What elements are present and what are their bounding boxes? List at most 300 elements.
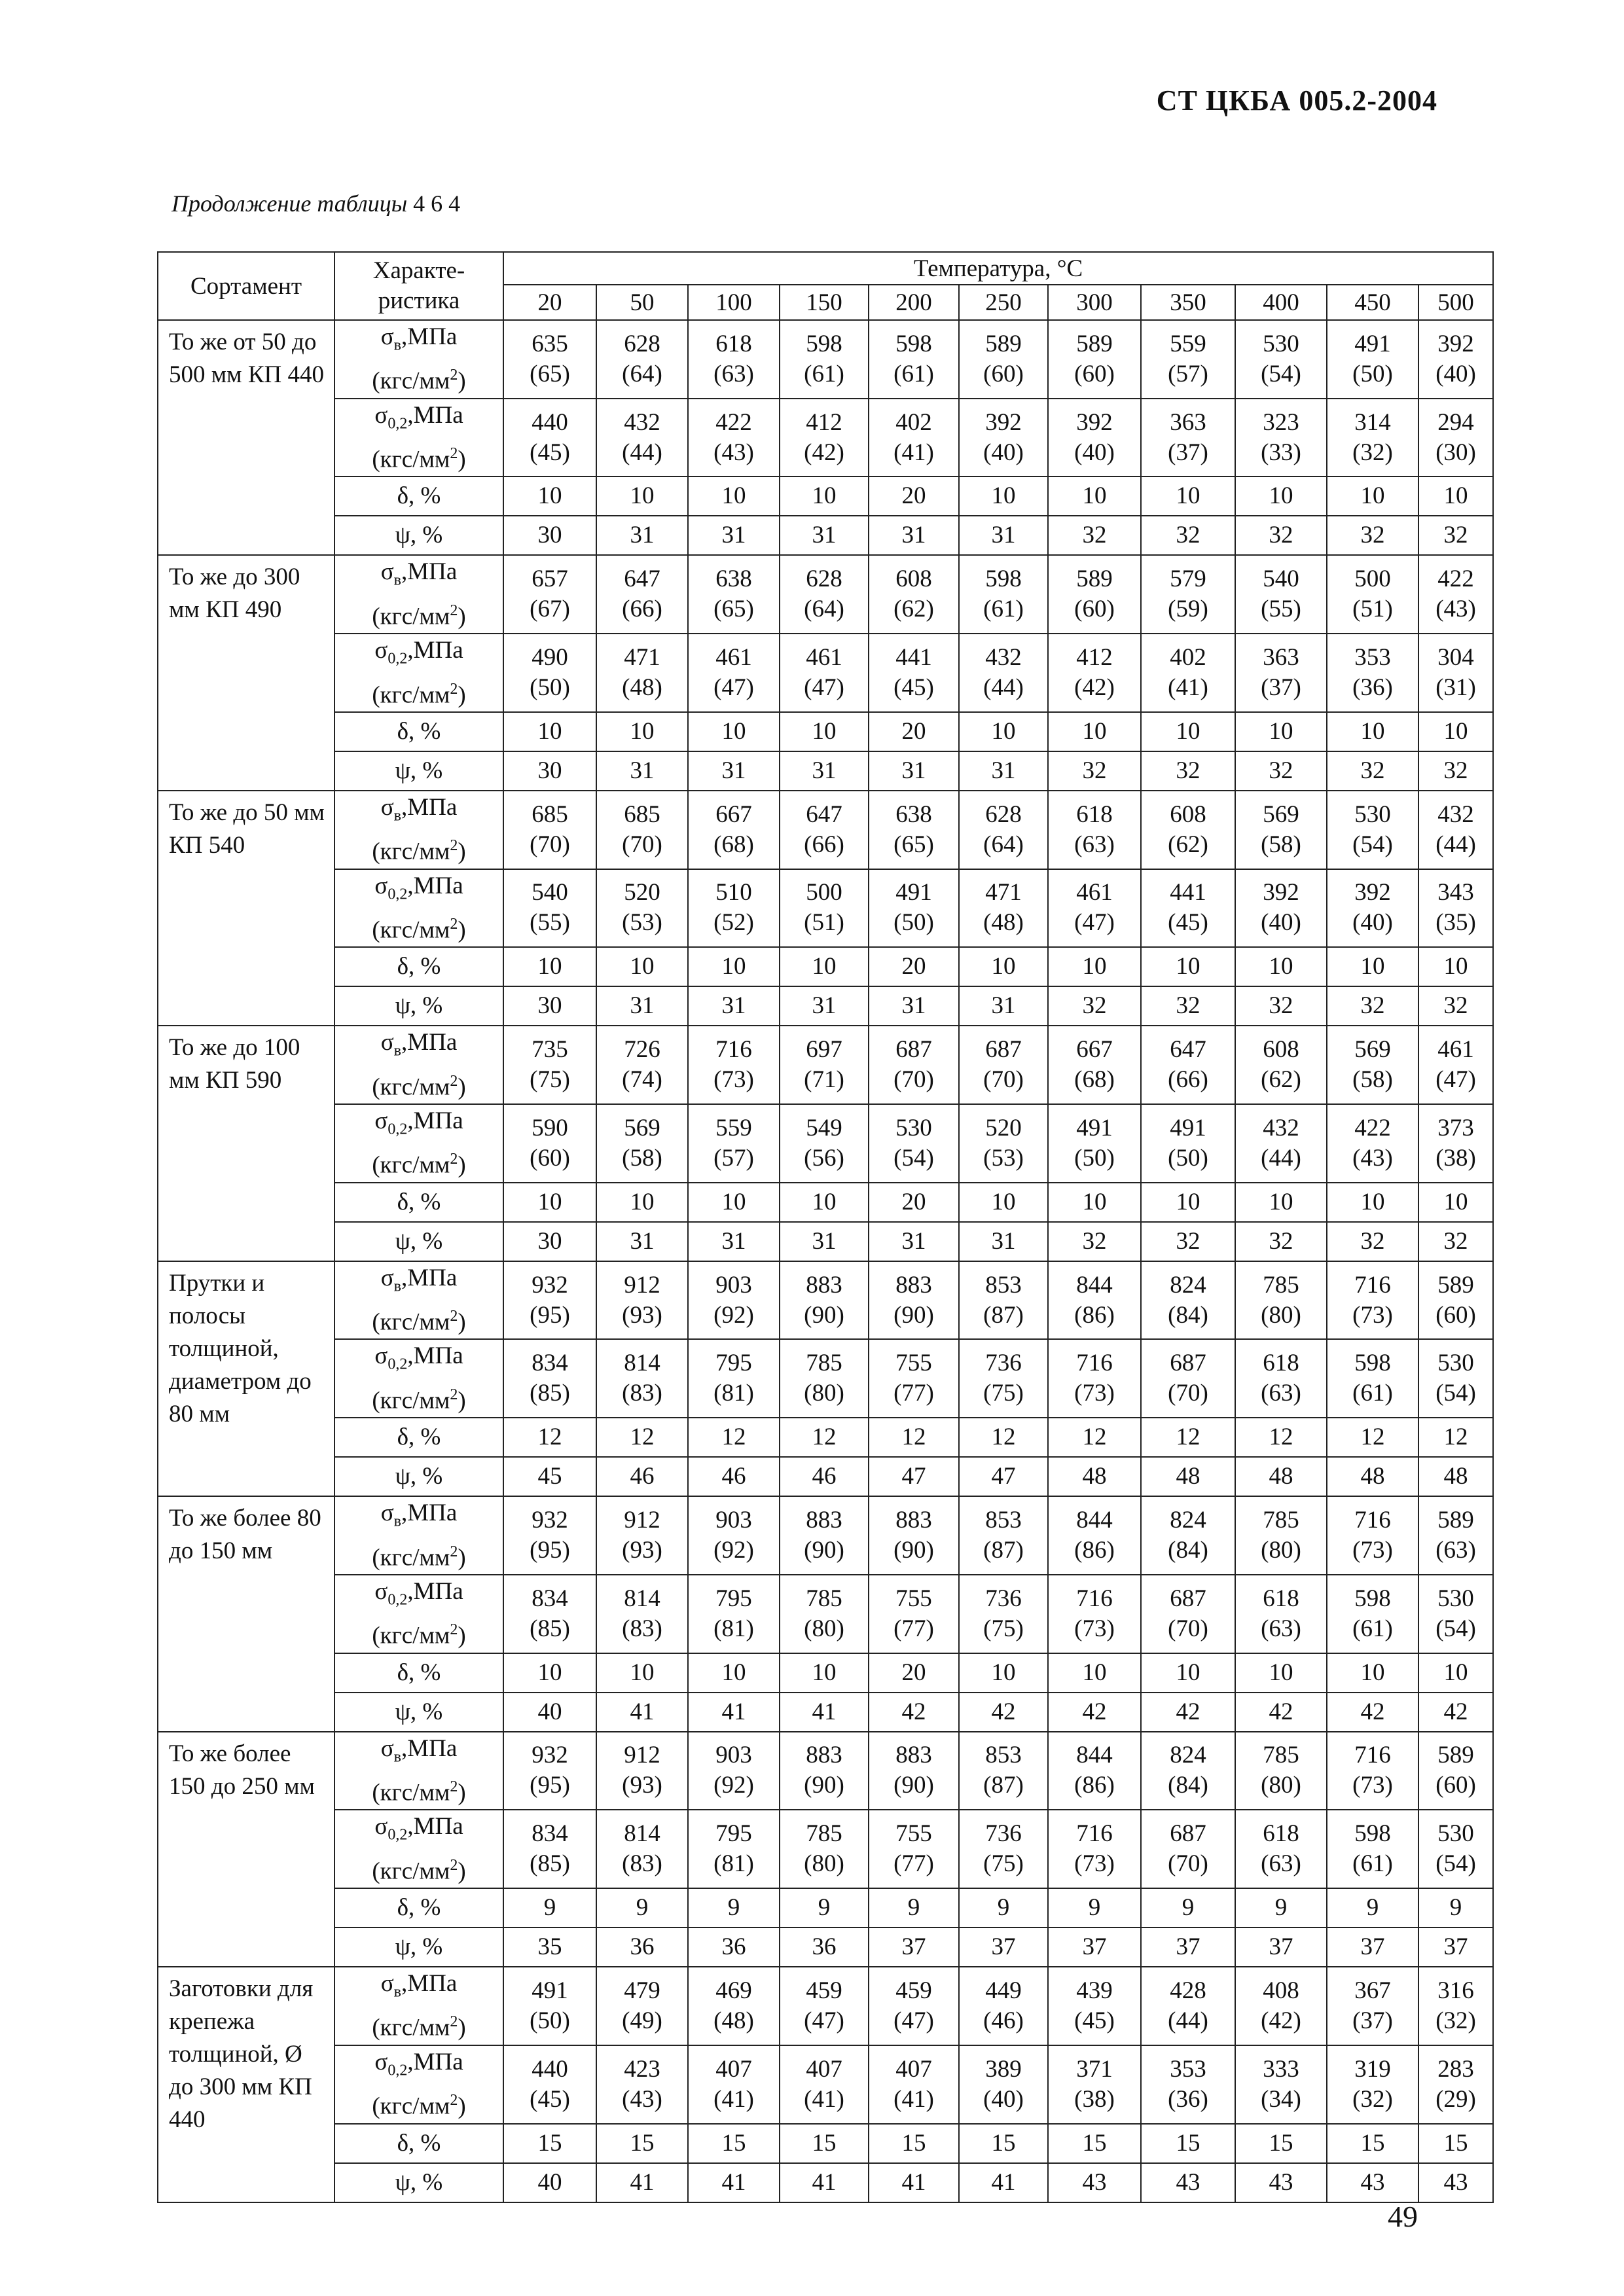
value-kgf: (86) xyxy=(1074,1301,1115,1329)
char-reduction-of-area: ψ, % xyxy=(334,1222,503,1261)
value-cell xyxy=(596,869,688,948)
value-cell xyxy=(1327,869,1418,948)
value-kgf: (40) xyxy=(1435,360,1476,387)
value-kgf: (62) xyxy=(1261,1066,1301,1094)
value-cell: 43 xyxy=(1235,2163,1327,2202)
value-kgf: (43) xyxy=(713,439,754,466)
value-mpa: 883 xyxy=(806,1271,842,1299)
value-kgf: (45) xyxy=(530,2085,570,2113)
sortament-cell: То же до 50 мм КП 540 xyxy=(158,791,334,1026)
value-cell xyxy=(780,1026,869,1104)
value-cell: 20 xyxy=(869,1183,959,1222)
value-cell: 31 xyxy=(869,516,959,555)
value-cell: 10 xyxy=(1048,712,1141,751)
value-cell xyxy=(869,1496,959,1575)
value-cell: 10 xyxy=(1048,476,1141,516)
unit-kgf-sup: 2 xyxy=(450,2092,458,2109)
value-kgf: (75) xyxy=(983,1615,1024,1642)
char-elongation: δ, % xyxy=(334,712,503,751)
value-cell xyxy=(780,320,869,399)
value-cell: 48 xyxy=(1141,1457,1235,1496)
value-cell: 10 xyxy=(1327,476,1418,516)
value-cell xyxy=(1141,791,1235,869)
value-mpa: 903 xyxy=(715,1507,752,1534)
value-cell: 10 xyxy=(1235,1653,1327,1693)
value-cell xyxy=(503,1261,596,1340)
value-cell xyxy=(869,1967,959,2045)
char-elongation: δ, % xyxy=(334,1653,503,1693)
sigma-symbol: σ xyxy=(374,1107,388,1135)
value-mpa: 589 xyxy=(1437,1742,1474,1769)
value-mpa: 461 xyxy=(715,644,752,672)
table-row xyxy=(158,1810,1493,1888)
value-cell: 41 xyxy=(596,1693,688,1732)
value-cell: 32 xyxy=(1327,516,1418,555)
value-cell xyxy=(1235,791,1327,869)
value-mpa: 353 xyxy=(1170,2055,1206,2083)
value-kgf: (73) xyxy=(1352,1772,1393,1799)
table-row xyxy=(158,791,1493,869)
value-kgf: (34) xyxy=(1261,2085,1301,2113)
value-mpa: 795 xyxy=(715,1820,752,1848)
value-cell xyxy=(1141,1339,1235,1418)
table-row xyxy=(158,869,1493,948)
value-cell: 10 xyxy=(503,947,596,986)
unit-kgf-pre: (кгс/мм xyxy=(372,1543,450,1571)
value-kgf: (61) xyxy=(1352,1850,1393,1878)
value-cell xyxy=(869,1732,959,1810)
value-cell: 10 xyxy=(503,476,596,516)
value-mpa: 932 xyxy=(532,1742,568,1769)
value-mpa: 449 xyxy=(985,1977,1022,2004)
value-mpa: 408 xyxy=(1263,1977,1299,2004)
value-kgf: (40) xyxy=(1261,909,1301,937)
value-mpa: 755 xyxy=(895,1820,932,1848)
table-row xyxy=(158,1928,1493,1967)
value-cell: 10 xyxy=(688,947,780,986)
value-kgf: (60) xyxy=(983,360,1024,387)
value-mpa: 590 xyxy=(532,1114,568,1141)
value-mpa: 407 xyxy=(895,2055,932,2083)
sigma-subscript: в xyxy=(393,1748,401,1766)
value-mpa: 618 xyxy=(1263,1350,1299,1377)
value-mpa: 628 xyxy=(985,800,1022,828)
value-cell xyxy=(503,1026,596,1104)
value-kgf: (37) xyxy=(1261,674,1301,702)
sigma-symbol: σ xyxy=(380,1970,394,1998)
value-kgf: (43) xyxy=(1352,1144,1393,1172)
unit-mpa: ,МПа xyxy=(401,1734,458,1762)
value-kgf: (44) xyxy=(1168,2007,1208,2034)
sigma-subscript: в xyxy=(393,1513,401,1530)
value-mpa: 657 xyxy=(532,565,568,593)
value-cell: 37 xyxy=(1418,1928,1493,1967)
value-kgf: (47) xyxy=(804,2007,844,2034)
value-mpa: 685 xyxy=(532,800,568,828)
value-cell: 31 xyxy=(688,751,780,791)
value-cell xyxy=(1141,1967,1235,2045)
value-cell: 42 xyxy=(869,1693,959,1732)
value-cell xyxy=(959,1026,1048,1104)
table-row xyxy=(158,2163,1493,2202)
unit-mpa: ,МПа xyxy=(407,1107,463,1135)
table-row xyxy=(158,516,1493,555)
value-kgf: (63) xyxy=(1261,1615,1301,1642)
value-cell xyxy=(503,791,596,869)
unit-kgf-pre: (кгс/мм xyxy=(372,2092,450,2120)
value-cell xyxy=(780,555,869,634)
value-mpa: 608 xyxy=(895,565,932,593)
table-row xyxy=(158,1693,1493,1732)
value-cell xyxy=(503,1496,596,1575)
sortament-cell: То же более 80 до 150 мм xyxy=(158,1496,334,1731)
value-mpa: 638 xyxy=(895,800,932,828)
value-cell: 32 xyxy=(1235,751,1327,791)
sigma-symbol: σ xyxy=(374,1577,388,1605)
value-cell xyxy=(1235,1104,1327,1183)
value-cell xyxy=(596,1339,688,1418)
value-cell: 15 xyxy=(1418,2124,1493,2163)
value-cell xyxy=(959,1104,1048,1183)
value-cell: 10 xyxy=(1418,476,1493,516)
value-cell xyxy=(503,634,596,712)
value-kgf: (54) xyxy=(1435,1380,1476,1407)
sigma-subscript: 0,2 xyxy=(388,1355,408,1373)
unit-kgf-pre: (кгс/мм xyxy=(372,916,450,944)
value-cell xyxy=(1048,2045,1141,2124)
value-cell xyxy=(596,634,688,712)
value-cell: 10 xyxy=(1235,712,1327,751)
table-row xyxy=(158,399,1493,477)
value-cell: 48 xyxy=(1418,1457,1493,1496)
char-tensile-strength xyxy=(334,1026,503,1104)
value-cell: 32 xyxy=(1048,1222,1141,1261)
unit-kgf-post: ) xyxy=(458,603,466,630)
value-cell xyxy=(1141,634,1235,712)
value-mpa: 371 xyxy=(1076,2055,1113,2083)
value-cell xyxy=(959,555,1048,634)
value-cell: 31 xyxy=(688,1222,780,1261)
table-row xyxy=(158,1261,1493,1340)
value-mpa: 647 xyxy=(624,565,660,593)
char-elongation: δ, % xyxy=(334,1888,503,1928)
value-cell xyxy=(1048,1339,1141,1418)
value-cell: 12 xyxy=(869,1418,959,1457)
value-mpa: 687 xyxy=(895,1036,932,1064)
value-kgf: (50) xyxy=(893,909,934,937)
value-mpa: 618 xyxy=(1263,1585,1299,1612)
value-cell: 36 xyxy=(688,1928,780,1967)
value-cell: 46 xyxy=(688,1457,780,1496)
value-cell: 32 xyxy=(1141,986,1235,1026)
value-cell: 10 xyxy=(688,1183,780,1222)
value-cell: 41 xyxy=(959,2163,1048,2202)
value-mpa: 353 xyxy=(1354,644,1391,672)
value-mpa: 500 xyxy=(806,879,842,906)
value-mpa: 785 xyxy=(806,1820,842,1848)
value-cell xyxy=(780,1496,869,1575)
sigma-subscript: 0,2 xyxy=(388,885,408,903)
value-cell xyxy=(1235,1967,1327,2045)
value-kgf: (90) xyxy=(893,1772,934,1799)
value-cell xyxy=(1418,399,1493,477)
value-mpa: 598 xyxy=(1354,1820,1391,1848)
value-cell xyxy=(596,1496,688,1575)
value-cell: 10 xyxy=(596,712,688,751)
value-kgf: (90) xyxy=(893,1301,934,1329)
value-cell xyxy=(1418,1261,1493,1340)
value-cell xyxy=(1235,1261,1327,1340)
value-cell: 9 xyxy=(503,1888,596,1928)
value-mpa: 647 xyxy=(806,800,842,828)
value-mpa: 469 xyxy=(715,1977,752,2004)
caption-number: 4 6 4 xyxy=(413,190,461,217)
value-kgf: (63) xyxy=(1074,831,1115,858)
char-tensile-strength xyxy=(334,555,503,634)
value-cell: 9 xyxy=(688,1888,780,1928)
value-cell: 30 xyxy=(503,751,596,791)
value-mpa: 598 xyxy=(806,330,842,357)
value-cell: 10 xyxy=(1327,1183,1418,1222)
unit-kgf-sup: 2 xyxy=(450,1543,458,1560)
value-cell: 46 xyxy=(596,1457,688,1496)
value-cell: 37 xyxy=(1141,1928,1235,1967)
value-kgf: (85) xyxy=(530,1850,570,1878)
unit-kgf-post: ) xyxy=(458,1073,466,1101)
value-cell: 37 xyxy=(1327,1928,1418,1967)
unit-kgf-pre: (кгс/мм xyxy=(372,603,450,630)
value-kgf: (60) xyxy=(1074,596,1115,623)
value-kgf: (61) xyxy=(983,596,1024,623)
value-mpa: 618 xyxy=(715,330,752,357)
value-kgf: (92) xyxy=(713,1772,754,1799)
value-cell: 9 xyxy=(1327,1888,1418,1928)
sigma-subscript: 0,2 xyxy=(388,1591,408,1609)
value-mpa: 363 xyxy=(1170,408,1206,436)
sortament-cell: То же более 150 до 250 мм xyxy=(158,1732,334,1967)
value-cell: 43 xyxy=(1048,2163,1141,2202)
value-cell: 32 xyxy=(1327,1222,1418,1261)
value-mpa: 540 xyxy=(532,879,568,906)
table-row xyxy=(158,1732,1493,1810)
value-mpa: 432 xyxy=(1437,800,1474,828)
value-cell xyxy=(596,1104,688,1183)
value-mpa: 814 xyxy=(624,1585,660,1612)
value-mpa: 520 xyxy=(624,879,660,906)
value-mpa: 530 xyxy=(895,1114,932,1141)
value-cell xyxy=(1418,1967,1493,2045)
unit-kgf-sup: 2 xyxy=(450,680,458,698)
value-cell xyxy=(869,399,959,477)
value-mpa: 294 xyxy=(1437,408,1474,436)
value-kgf: (63) xyxy=(1261,1380,1301,1407)
value-cell xyxy=(1048,555,1141,634)
value-kgf: (41) xyxy=(893,2085,934,2113)
value-kgf: (65) xyxy=(530,360,570,387)
value-mpa: 490 xyxy=(532,644,568,672)
value-kgf: (90) xyxy=(804,1301,844,1329)
value-mpa: 432 xyxy=(1263,1114,1299,1141)
value-cell: 32 xyxy=(1235,516,1327,555)
value-mpa: 883 xyxy=(895,1742,932,1769)
value-cell: 10 xyxy=(1235,947,1327,986)
value-cell xyxy=(869,1104,959,1183)
value-kgf: (54) xyxy=(1435,1615,1476,1642)
value-mpa: 795 xyxy=(715,1350,752,1377)
value-mpa: 333 xyxy=(1263,2055,1299,2083)
temperature-header-cell: 500 xyxy=(1418,285,1493,320)
value-mpa: 530 xyxy=(1354,800,1391,828)
sigma-symbol: σ xyxy=(380,1264,394,1291)
value-kgf: (42) xyxy=(1074,674,1115,702)
value-mpa: 735 xyxy=(532,1036,568,1064)
char-yield-strength xyxy=(334,2045,503,2124)
value-kgf: (35) xyxy=(1435,909,1476,937)
unit-kgf-sup: 2 xyxy=(450,1778,458,1796)
value-cell xyxy=(688,1732,780,1810)
value-cell: 10 xyxy=(503,1653,596,1693)
unit-kgf-post: ) xyxy=(458,1857,466,1885)
value-mpa: 569 xyxy=(1263,800,1299,828)
value-cell xyxy=(1141,869,1235,948)
value-cell: 9 xyxy=(959,1888,1048,1928)
value-mpa: 736 xyxy=(985,1585,1022,1612)
value-mpa: 392 xyxy=(1263,879,1299,906)
value-cell xyxy=(1418,320,1493,399)
value-cell xyxy=(596,399,688,477)
value-mpa: 912 xyxy=(624,1742,660,1769)
value-mpa: 834 xyxy=(532,1820,568,1848)
value-cell xyxy=(1235,634,1327,712)
value-cell xyxy=(1327,1026,1418,1104)
value-cell xyxy=(596,1026,688,1104)
value-kgf: (73) xyxy=(1352,1301,1393,1329)
value-mpa: 479 xyxy=(624,1977,660,2004)
temperature-header-cell: 400 xyxy=(1235,285,1327,320)
value-cell xyxy=(869,555,959,634)
value-cell xyxy=(1327,1810,1418,1888)
value-mpa: 422 xyxy=(1354,1114,1391,1141)
value-kgf: (73) xyxy=(1074,1380,1115,1407)
char-elongation: δ, % xyxy=(334,1418,503,1457)
value-mpa: 367 xyxy=(1354,1977,1391,2004)
char-reduction-of-area: ψ, % xyxy=(334,1457,503,1496)
value-mpa: 795 xyxy=(715,1585,752,1612)
unit-mpa: ,МПа xyxy=(401,1970,458,1998)
table-row xyxy=(158,1418,1493,1457)
value-kgf: (38) xyxy=(1435,1144,1476,1172)
value-cell: 9 xyxy=(1141,1888,1235,1928)
value-mpa: 589 xyxy=(1437,1271,1474,1299)
value-cell xyxy=(1327,1261,1418,1340)
value-cell xyxy=(503,320,596,399)
value-cell xyxy=(1048,1575,1141,1653)
value-cell xyxy=(1048,634,1141,712)
value-cell: 48 xyxy=(1048,1457,1141,1496)
value-mpa: 343 xyxy=(1437,879,1474,906)
value-cell: 32 xyxy=(1235,1222,1327,1261)
value-cell xyxy=(959,791,1048,869)
value-cell: 12 xyxy=(503,1418,596,1457)
value-mpa: 814 xyxy=(624,1820,660,1848)
value-cell xyxy=(1141,1026,1235,1104)
value-mpa: 883 xyxy=(895,1507,932,1534)
value-cell xyxy=(1327,634,1418,712)
value-cell xyxy=(1235,1339,1327,1418)
value-mpa: 598 xyxy=(1354,1585,1391,1612)
sigma-symbol: σ xyxy=(380,1029,394,1056)
properties-table xyxy=(157,251,1494,2203)
value-mpa: 628 xyxy=(624,330,660,357)
value-mpa: 422 xyxy=(715,408,752,436)
value-mpa: 608 xyxy=(1170,800,1206,828)
value-cell xyxy=(959,1496,1048,1575)
value-kgf: (42) xyxy=(804,439,844,466)
value-mpa: 491 xyxy=(1076,1114,1113,1141)
value-cell: 10 xyxy=(780,1183,869,1222)
value-cell: 12 xyxy=(959,1418,1048,1457)
value-kgf: (50) xyxy=(1168,1144,1208,1172)
value-kgf: (70) xyxy=(893,1066,934,1094)
value-kgf: (68) xyxy=(1074,1066,1115,1094)
value-cell: 48 xyxy=(1235,1457,1327,1496)
temperature-header-cell: 300 xyxy=(1048,285,1141,320)
table-row xyxy=(158,1222,1493,1261)
value-cell: 31 xyxy=(869,1222,959,1261)
value-cell xyxy=(688,1496,780,1575)
value-cell xyxy=(688,1339,780,1418)
value-mpa: 589 xyxy=(1076,565,1113,593)
value-mpa: 785 xyxy=(1263,1271,1299,1299)
value-kgf: (54) xyxy=(1435,1850,1476,1878)
value-cell: 42 xyxy=(1418,1693,1493,1732)
header-sortament: Сортамент xyxy=(158,252,334,320)
value-cell: 20 xyxy=(869,712,959,751)
value-cell: 41 xyxy=(596,2163,688,2202)
value-cell: 10 xyxy=(688,1653,780,1693)
value-kgf: (66) xyxy=(622,596,662,623)
table-row xyxy=(158,555,1493,634)
caption-text: Продолжение таблицы xyxy=(171,190,408,217)
value-kgf: (95) xyxy=(530,1772,570,1799)
value-kgf: (44) xyxy=(622,439,662,466)
value-mpa: 667 xyxy=(1076,1036,1113,1064)
value-mpa: 883 xyxy=(895,1271,932,1299)
sigma-symbol: σ xyxy=(374,637,388,664)
value-cell: 10 xyxy=(1141,947,1235,986)
sigma-subscript: в xyxy=(393,1983,401,2001)
unit-mpa: ,МПа xyxy=(401,323,458,350)
value-cell: 30 xyxy=(503,516,596,555)
value-kgf: (56) xyxy=(804,1144,844,1172)
value-cell: 31 xyxy=(780,516,869,555)
value-kgf: (80) xyxy=(804,1850,844,1878)
value-kgf: (54) xyxy=(893,1144,934,1172)
value-cell xyxy=(1235,399,1327,477)
unit-kgf-sup: 2 xyxy=(450,2013,458,2031)
value-mpa: 314 xyxy=(1354,408,1391,436)
value-cell xyxy=(1418,1810,1493,1888)
value-mpa: 530 xyxy=(1437,1585,1474,1612)
value-mpa: 402 xyxy=(1170,644,1206,672)
value-kgf: (64) xyxy=(804,596,844,623)
value-cell xyxy=(688,1575,780,1653)
unit-kgf-post: ) xyxy=(458,2014,466,2041)
value-kgf: (83) xyxy=(622,1850,662,1878)
value-cell xyxy=(959,869,1048,948)
value-mpa: 530 xyxy=(1263,330,1299,357)
value-cell xyxy=(1418,791,1493,869)
